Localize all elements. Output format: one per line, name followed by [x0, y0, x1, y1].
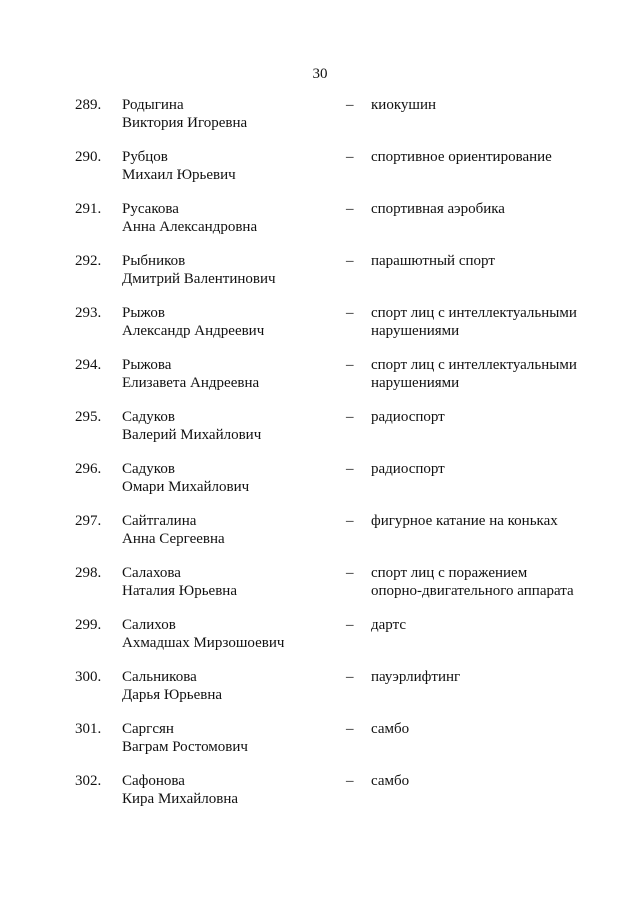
- sport-line-2: опорно-двигательного аппарата: [371, 583, 574, 599]
- person-name: [122, 356, 332, 392]
- sport-discipline: [371, 616, 621, 634]
- surname: Салахова: [122, 565, 181, 581]
- sport-line-1: фигурное катание на коньках: [371, 513, 558, 529]
- list-item: [0, 356, 640, 408]
- surname: Салихов: [122, 617, 176, 633]
- person-name: [122, 148, 332, 184]
- sport-line-1: спортивное ориентирование: [371, 149, 552, 165]
- sport-line-1: самбо: [371, 773, 410, 789]
- entry-number: 299.: [75, 617, 102, 633]
- sport-discipline: [371, 772, 621, 790]
- given-names: Кира Михайловна: [122, 791, 239, 807]
- sport-discipline: [371, 564, 621, 600]
- page-number: 30: [312, 66, 328, 82]
- separator-dash: –: [346, 513, 354, 529]
- entry-number: 301.: [75, 721, 102, 737]
- person-name: [122, 200, 332, 236]
- separator-dash: –: [346, 461, 354, 477]
- sport-line-1: парашютный спорт: [371, 253, 495, 269]
- sport-line-1: дартс: [371, 617, 406, 633]
- list-item: [0, 720, 640, 772]
- person-name: [122, 720, 332, 756]
- surname: Русакова: [122, 201, 179, 217]
- list-item: [0, 512, 640, 564]
- given-names: Омари Михайлович: [122, 479, 250, 495]
- given-names: Наталия Юрьевна: [122, 583, 237, 599]
- entry-number: 296.: [75, 461, 102, 477]
- surname: Сайтгалина: [122, 513, 197, 529]
- surname: Рыжов: [122, 305, 165, 321]
- sport-discipline: [371, 512, 621, 530]
- sport-discipline: [371, 252, 621, 270]
- entry-number: 292.: [75, 253, 102, 269]
- separator-dash: –: [346, 773, 354, 789]
- surname: Садуков: [122, 409, 175, 425]
- separator-dash: –: [346, 409, 354, 425]
- list-item: [0, 408, 640, 460]
- separator-dash: –: [346, 149, 354, 165]
- person-name: [122, 772, 332, 808]
- entry-number: 294.: [75, 357, 102, 373]
- given-names: Ваграм Ростомович: [122, 739, 248, 755]
- entry-number: 302.: [75, 773, 102, 789]
- person-name: [122, 252, 332, 288]
- sport-line-1: спортивная аэробика: [371, 201, 505, 217]
- separator-dash: –: [346, 305, 354, 321]
- list-item: [0, 96, 640, 148]
- sport-discipline: [371, 668, 621, 686]
- sport-line-1: пауэрлифтинг: [371, 669, 461, 685]
- sport-discipline: [371, 408, 621, 426]
- given-names: Ахмадшах Мирзошоевич: [122, 635, 285, 651]
- separator-dash: –: [346, 201, 354, 217]
- given-names: Елизавета Андреевна: [122, 375, 260, 391]
- given-names: Александр Андреевич: [122, 323, 265, 339]
- list-item: [0, 304, 640, 356]
- separator-dash: –: [346, 253, 354, 269]
- sport-line-2: нарушениями: [371, 375, 460, 391]
- entry-number: 293.: [75, 305, 102, 321]
- list-item: [0, 616, 640, 668]
- sport-line-1: самбо: [371, 721, 410, 737]
- sport-line-1: радиоспорт: [371, 409, 445, 425]
- sport-line-1: спорт лиц с интеллектуальными: [371, 305, 577, 321]
- separator-dash: –: [346, 617, 354, 633]
- surname: Рыжова: [122, 357, 172, 373]
- surname: Садуков: [122, 461, 175, 477]
- sport-line-2: нарушениями: [371, 323, 460, 339]
- entry-number: 290.: [75, 149, 102, 165]
- sport-discipline: [371, 356, 621, 392]
- person-name: [122, 616, 332, 652]
- person-name: [122, 304, 332, 340]
- separator-dash: –: [346, 565, 354, 581]
- surname: Рыбников: [122, 253, 186, 269]
- sport-discipline: [371, 96, 621, 114]
- given-names: Анна Александровна: [122, 219, 258, 235]
- name-list: [0, 96, 640, 824]
- list-item: [0, 460, 640, 512]
- given-names: Виктория Игоревна: [122, 115, 248, 131]
- sport-discipline: [371, 720, 621, 738]
- surname: Рубцов: [122, 149, 168, 165]
- surname: Сафонова: [122, 773, 185, 789]
- entry-number: 291.: [75, 201, 102, 217]
- given-names: Михаил Юрьевич: [122, 167, 236, 183]
- list-item: [0, 564, 640, 616]
- person-name: [122, 408, 332, 444]
- sport-discipline: [371, 460, 621, 478]
- list-item: [0, 252, 640, 304]
- separator-dash: –: [346, 669, 354, 685]
- separator-dash: –: [346, 721, 354, 737]
- list-item: [0, 200, 640, 252]
- given-names: Дмитрий Валентинович: [122, 271, 276, 287]
- entry-number: 297.: [75, 513, 102, 529]
- separator-dash: –: [346, 97, 354, 113]
- person-name: [122, 460, 332, 496]
- entry-number: 295.: [75, 409, 102, 425]
- surname: Саргсян: [122, 721, 174, 737]
- given-names: Анна Сергеевна: [122, 531, 225, 547]
- person-name: [122, 96, 332, 132]
- sport-line-1: радиоспорт: [371, 461, 445, 477]
- list-item: [0, 148, 640, 200]
- sport-discipline: [371, 304, 621, 340]
- sport-line-1: спорт лиц с интеллектуальными: [371, 357, 577, 373]
- list-item: [0, 772, 640, 824]
- entry-number: 289.: [75, 97, 102, 113]
- surname: Сальникова: [122, 669, 197, 685]
- sport-discipline: [371, 148, 621, 166]
- list-item: [0, 668, 640, 720]
- separator-dash: –: [346, 357, 354, 373]
- person-name: [122, 512, 332, 548]
- surname: Родыгина: [122, 97, 184, 113]
- person-name: [122, 668, 332, 704]
- sport-line-1: спорт лиц с поражением: [371, 565, 528, 581]
- entry-number: 298.: [75, 565, 102, 581]
- sport-discipline: [371, 200, 621, 218]
- sport-line-1: киокушин: [371, 97, 436, 113]
- person-name: [122, 564, 332, 600]
- given-names: Дарья Юрьевна: [122, 687, 223, 703]
- given-names: Валерий Михайлович: [122, 427, 262, 443]
- entry-number: 300.: [75, 669, 102, 685]
